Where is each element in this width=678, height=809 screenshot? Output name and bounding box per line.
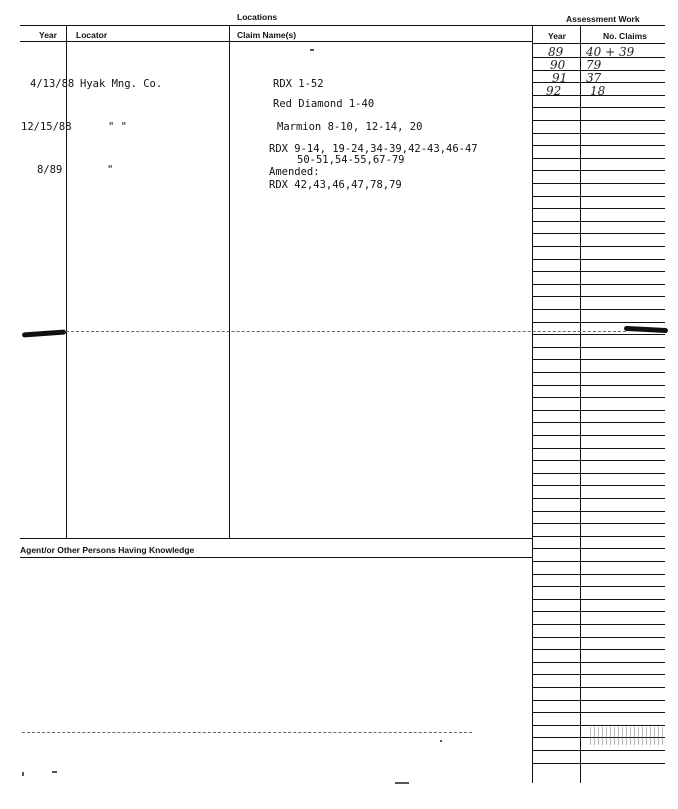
assessment-rule [532,662,665,663]
scan-speck [395,782,409,784]
location-2-year: 12/15/88 [21,121,72,133]
assessment-rule [532,107,665,108]
assessment-rule [532,649,665,650]
assessment-2-year: 90 [550,58,566,72]
assessment-1-claims: 40 + 39 [586,45,635,59]
assessment-rule [532,498,665,499]
assessment-rule [532,208,665,209]
assessment-rule [532,460,665,461]
assessment-rule [532,599,665,600]
scan-noise-patch [590,727,665,745]
location-1-year: 4/13/88 [30,78,75,90]
assessment-rule [532,561,665,562]
fold-line [66,331,626,332]
assessment-rule [532,284,665,285]
assessment-rule [532,158,665,159]
assessment-rule [532,120,665,121]
location-2-locator: " " [108,121,127,133]
assessment-rule [532,700,665,701]
assessment-rule [532,637,665,638]
agent-section-header: Agent/or Other Persons Having Knowledge [20,545,195,555]
scan-speck [52,771,57,773]
assessment-rule [532,246,665,247]
assessment-rule [532,385,665,386]
assessment-2-claims: 79 [586,58,602,72]
assessment-rule [532,196,665,197]
assessment-4-year: 92 [546,84,562,98]
header-bottom-rule [20,41,532,42]
right-fold-mark [624,326,668,333]
agent-header-rule [20,557,532,558]
assessment-left-border [532,25,533,783]
bottom-scan-line [22,732,472,733]
assessment-rule [532,422,665,423]
assessment-rule [532,296,665,297]
claim-names-column-header: Claim Name(s) [237,30,297,40]
assessment-rule [532,334,665,335]
assessment-rule [532,271,665,272]
assessment-rule [532,448,665,449]
assessment-3-year: 91 [552,71,568,85]
assessment-rule [532,511,665,512]
assessment-rule [532,548,665,549]
assessment-work-header: Assessment Work [566,14,640,24]
assessment-3-claims: 37 [586,71,602,85]
location-3-year: 8/89 [37,164,63,176]
location-3-claim-2: 50-51,54-55,67-79 [297,154,405,166]
assessment-rule [532,485,665,486]
assessment-rule [532,435,665,436]
assessment-rule [532,372,665,373]
locator-column-header: Locator [76,30,108,40]
assessment-rule [532,259,665,260]
assessment-rule [532,347,665,348]
locations-bottom-rule [20,538,532,539]
assessment-header-bottom-rule [532,43,665,44]
assessment-rule [532,473,665,474]
assessment-rule [532,523,665,524]
left-fold-mark [22,329,66,337]
header-top-rule [20,25,665,26]
assessment-4-claims: 18 [590,84,606,98]
assessment-rule [532,359,665,360]
location-1-claim-2: Red Diamond 1-40 [273,98,375,110]
assessment-rule [532,183,665,184]
assessment-rule [532,763,665,764]
assessment-rule [532,687,665,688]
scan-speck [440,740,442,742]
assessment-1-year: 89 [548,45,564,59]
location-1-locator: Hyak Mng. Co. [80,78,163,90]
assessment-rule [532,170,665,171]
assessment-rule [532,410,665,411]
locator-claims-divider [229,25,230,538]
scan-speck [22,772,24,776]
assessment-rule [532,725,665,726]
location-3-claim-1: RDX 9-14, 19-24,34-39,42-43,46-47 [269,143,478,155]
assessment-rule [532,233,665,234]
location-3-claim-4: RDX 42,43,46,47,78,79 [269,179,402,191]
assessment-year-column-header: Year [548,31,566,41]
assessment-rule [532,574,665,575]
scan-speck [310,49,314,51]
assessment-rule [532,586,665,587]
assessment-rule [532,712,665,713]
assessment-rule [532,133,665,134]
assessment-rule [532,322,665,323]
assessment-year-divider [580,25,581,783]
assessment-rule [532,536,665,537]
location-1-claim-1: RDX 1-52 [273,78,324,90]
year-column-header: Year [39,30,57,40]
assessment-rule [532,624,665,625]
assessment-rule [532,674,665,675]
location-3-claim-3: Amended: [269,166,320,178]
locations-header: Locations [237,12,278,22]
assessment-rule [532,750,665,751]
location-3-locator: " [107,164,114,176]
assessment-rule [532,611,665,612]
assessment-rule [532,397,665,398]
assessment-rule [532,309,665,310]
assessment-rule [532,221,665,222]
no-claims-column-header: No. Claims [603,31,647,41]
year-locator-divider [66,25,67,538]
location-2-claim-1: Marmion 8-10, 12-14, 20 [277,121,423,133]
assessment-rule [532,145,665,146]
